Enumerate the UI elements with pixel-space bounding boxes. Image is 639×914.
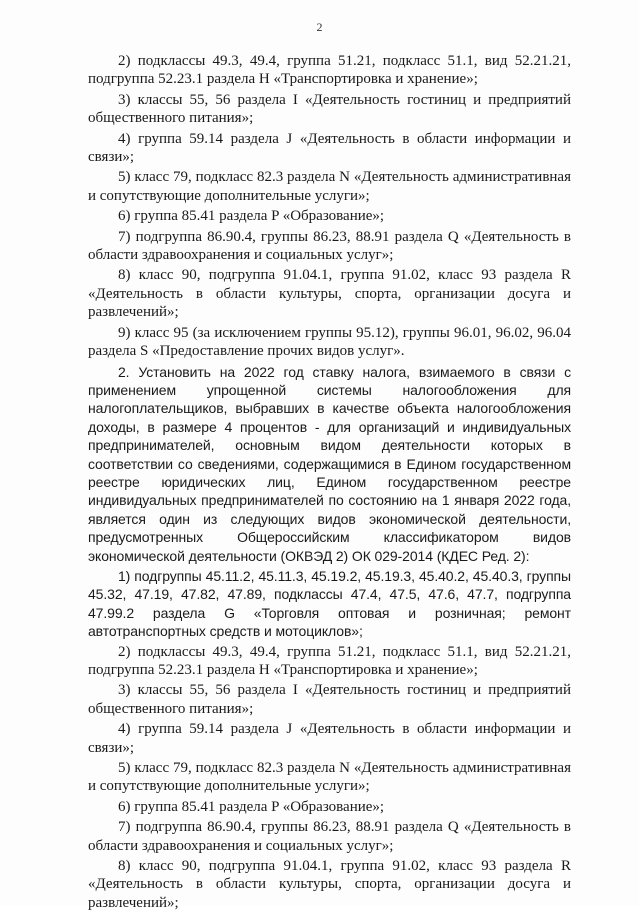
list-item: 9) класс 95 (за исключением группы 95.12), группы 96.01, 96.02, 96.04 раздела S «Предоставление прочих видов услуг».	[88, 324, 571, 360]
list-item: 5) класс 79, подкласс 82.3 раздела N «Деятельность административная и сопутствующие дополнительные услуги»;	[88, 169, 571, 204]
list-item: 2) подклассы 49.3, 49.4, группа 51.21, подкласс 51.1, вид 52.21.21, подгруппа 52.23.1 раздела H «Транспортировка и хранение»;	[88, 53, 571, 88]
document-body	[88, 52, 571, 914]
list-item: 7) подгруппа 86.90.4, группы 86.23, 88.91 раздела Q «Деятельность в области здравоохранения и социальных услуг»;	[88, 819, 571, 854]
list-item: 8) класс 90, подгруппа 91.04.1, группа 91.02, класс 93 раздела R «Деятельность в области культуры, спорта, организации досуга и развлечений»;	[88, 858, 571, 911]
list-item: 3) классы 55, 56 раздела I «Деятельность гостиниц и предприятий общественного питания»;	[88, 682, 571, 717]
list-item: 2) подклассы 49.3, 49.4, группа 51.21, подкласс 51.1, вид 52.21.21, подгруппа 52.23.1 раздела H «Транспортировка и хранение»;	[88, 643, 571, 678]
list-item: 3) классы 55, 56 раздела I «Деятельность гостиниц и предприятий общественного питания»;	[88, 91, 571, 127]
list-item: 4) группа 59.14 раздела J «Деятельность в области информации и связи»;	[88, 130, 571, 166]
section-paragraph: 2. Установить на 2022 год ставку налога, взимаемого в связи с применением упрощенной системы налогообложения для налогоплательщиков, выбравших в качестве объекта налогообложения доходы, в размере 4 процентов - для организаций и индивидуальных предпринимателей, основным видом деятельности которых в соответствии со сведениями, содержащимися в Едином государственном реестре юридических лиц, Едином государственном реестре индивидуальных предпринимателей по состоянию на 1 января 2022 года, является один из следующих видов экономической деятельности, предусмотренных Общероссийским классификатором видов экономической деятельности (ОКВЭД 2) ОК 029-2014 (КДЕС Ред. 2):	[88, 363, 571, 564]
list-item: 4) группа 59.14 раздела J «Деятельность в области информации и связи»;	[88, 721, 571, 756]
page-number: 2	[316, 20, 323, 34]
list-item: 1) подгруппы 45.11.2, 45.11.3, 45.19.2, 45.19.3, 45.40.2, 45.40.3, группы 45.32, 47.19, 47.82, 47.89, подклассы 47.4, 47.5, 47.6, 47.7, подгруппа 47.99.2 раздела G «Торговля оптовая и розничная; ремонт автотранспортных средств и мотоциклов»;	[88, 567, 571, 640]
list-item: 6) группа 85.41 раздела P «Образование»;	[118, 208, 385, 225]
list-item: 5) класс 79, подкласс 82.3 раздела N «Деятельность административная и сопутствующие дополнительные услуги»;	[88, 760, 571, 795]
list-item: 7) подгруппа 86.90.4, группы 86.23, 88.91 раздела Q «Деятельность в области здравоохранения и социальных услуг»;	[88, 228, 571, 264]
list-item: 8) класс 90, подгруппа 91.04.1, группа 91.02, класс 93 раздела R «Деятельность в области культуры, спорта, организации досуга и развлечений»;	[88, 267, 571, 321]
list-item: 6) группа 85.41 раздела P «Образование»;	[118, 798, 385, 815]
